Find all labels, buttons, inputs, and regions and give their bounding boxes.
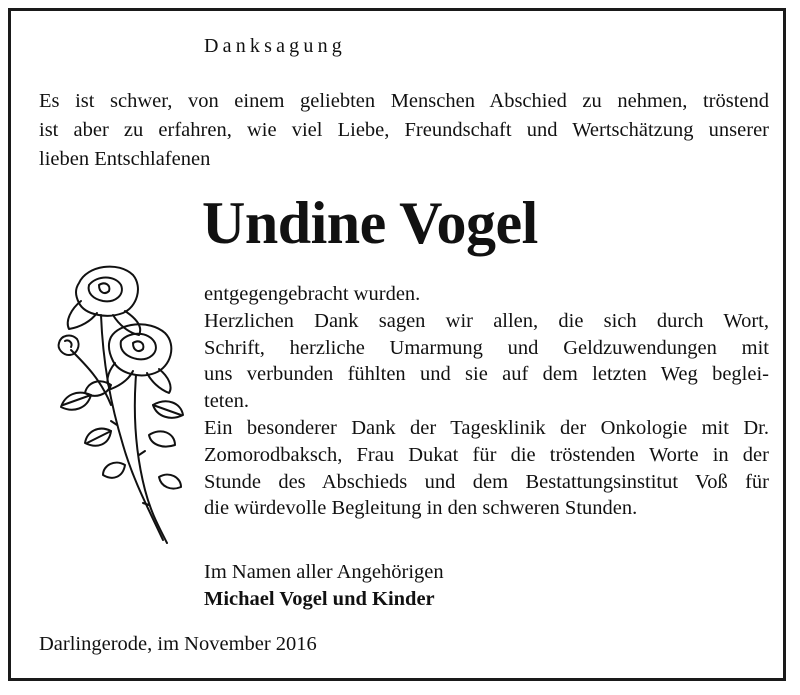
- body-line: entgegengebracht wurden.: [204, 283, 421, 305]
- deceased-name: Undine Vogel: [202, 190, 538, 256]
- intro-line: Es ist schwer, von einem geliebten Menschen Abschied zu nehmen, tröstend: [39, 90, 769, 112]
- body-line: teten.: [204, 390, 249, 413]
- body-line: Schrift, herzliche Umarmung und Geldzuwendungen mit: [204, 336, 769, 359]
- body-line: uns verbunden fühlten und sie auf dem letzten Weg beglei-: [204, 363, 769, 386]
- closing-line: Im Namen aller Angehörigen: [204, 561, 444, 583]
- body-line: die würdevolle Begleitung in den schweren Stunden.: [204, 497, 638, 520]
- signature: Michael Vogel und Kinder: [204, 588, 435, 610]
- body-line: Herzlichen Dank sagen wir allen, die sich durch Wort,: [204, 309, 769, 332]
- place-date: Darlingerode, im November 2016: [39, 633, 317, 655]
- body-line: Stunde des Abschieds und dem Bestattungsinstitut Voß für: [204, 470, 769, 493]
- intro-paragraph: [39, 87, 769, 174]
- intro-line: lieben Entschlafenen: [39, 148, 211, 170]
- notice-heading: Danksagung: [204, 35, 346, 57]
- body-paragraph: [204, 281, 769, 522]
- intro-line: ist aber zu erfahren, wie viel Liebe, Freundschaft und Wertschätzung unserer: [39, 119, 769, 141]
- body-line: Zomorodbaksch, Frau Dukat für die tröstenden Worte in der: [204, 443, 769, 466]
- closing-block: [204, 559, 444, 613]
- obituary-notice: [8, 8, 786, 681]
- body-line: Ein besonderer Dank der Tagesklinik der Onkologie mit Dr.: [204, 416, 769, 439]
- roses-illustration-icon: [41, 255, 191, 555]
